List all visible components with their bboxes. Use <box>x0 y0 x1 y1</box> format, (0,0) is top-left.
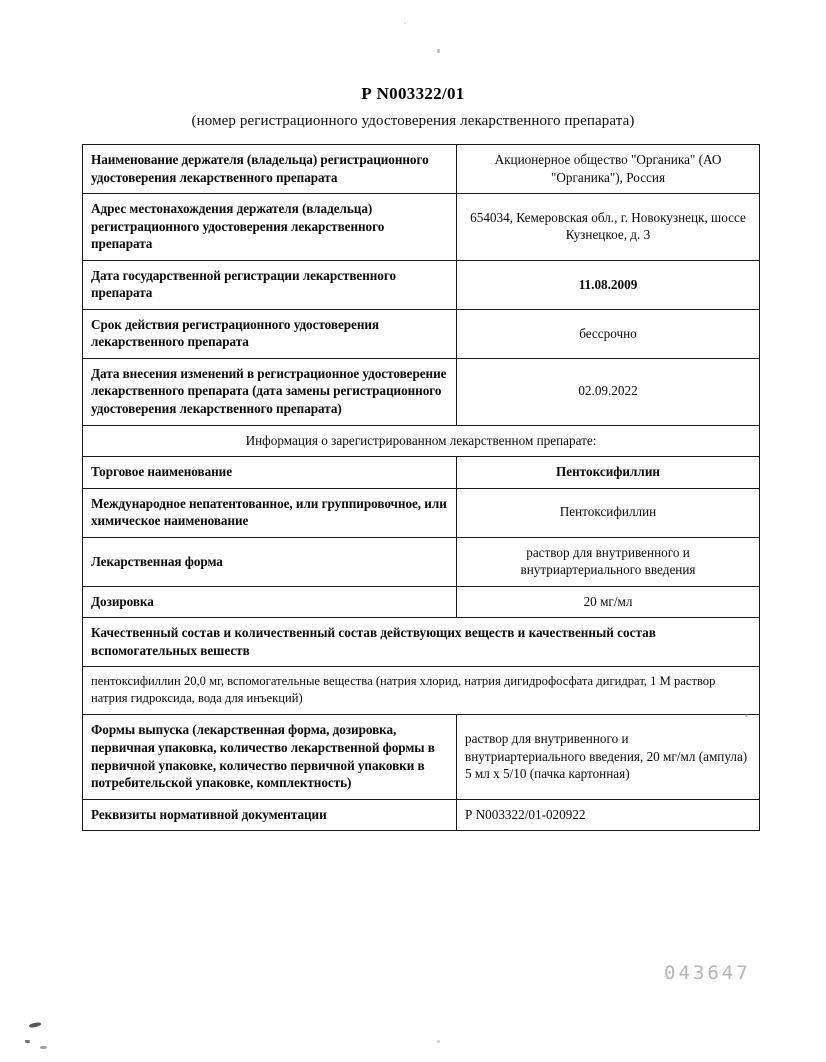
registration-details-table <box>82 144 760 831</box>
row-value-dosage-form: раствор для внутривенного и внутриартериального введения <box>457 537 760 586</box>
row-value-trade-name: Пентоксифиллин <box>457 457 760 489</box>
row-label-registration-date: Дата государственной регистрации лекарственного препарата <box>83 260 457 309</box>
table-row <box>83 358 760 425</box>
table-row-composition-text <box>83 667 760 715</box>
document-stamp-number: 043647 <box>664 962 751 984</box>
registration-number: Р N003322/01 <box>361 84 465 103</box>
scan-artifact <box>40 1046 47 1049</box>
row-value-validity-period: бессрочно <box>457 309 760 358</box>
row-label-amendment-date: Дата внесения изменений в регистрационное удостоверение лекарственного препарата (дата замены регистрационного удостоверения лекарственного препарата) <box>83 358 457 425</box>
row-value-amendment-date: 02.09.2022 <box>457 358 760 425</box>
composition-text: пентоксифиллин 20,0 мг, вспомогательные вещества (натрия хлорид, натрия дигидрофосфата дигидрат, 1 М раствор натрия гидроксида, вода для инъекций) <box>83 667 760 715</box>
table-row <box>83 145 760 194</box>
row-label-validity-period: Срок действия регистрационного удостоверения лекарственного препарата <box>83 309 457 358</box>
document-header <box>0 84 826 130</box>
row-value-inn: Пентоксифиллин <box>457 488 760 537</box>
row-label-inn: Международное непатентованное, или группировочное, или химическое наименование <box>83 488 457 537</box>
table-row <box>83 488 760 537</box>
scan-artifact <box>437 1040 440 1043</box>
row-label-normative-docs: Реквизиты нормативной документации <box>83 799 457 831</box>
row-value-holder-name: Акционерное общество "Органика" (АО "Органика"), Россия <box>457 145 760 194</box>
row-value-registration-date: 11.08.2009 <box>457 260 760 309</box>
table-row <box>83 715 760 799</box>
scan-artifact <box>29 1022 42 1028</box>
row-value-dosage: 20 мг/мл <box>457 586 760 618</box>
section-heading-registered-product: Информация о зарегистрированном лекарственном препарате: <box>83 425 760 457</box>
table-row <box>83 260 760 309</box>
table-row <box>83 537 760 586</box>
row-label-holder-name: Наименование держателя (владельца) регистрационного удостоверения лекарственного препарата <box>83 145 457 194</box>
row-label-trade-name: Торговое наименование <box>83 457 457 489</box>
table-row <box>83 194 760 261</box>
table-row-section-heading <box>83 425 760 457</box>
scan-artifact <box>25 1040 30 1043</box>
table-row <box>83 309 760 358</box>
composition-heading: Качественный состав и количественный состав действующих веществ и качественный состав вспомогательных вешеств <box>83 618 760 667</box>
row-label-holder-address: Адрес местонахождения держателя (владельца) регистрационного удостоверения лекарственного препарата <box>83 194 457 261</box>
table-row-composition-heading <box>83 618 760 667</box>
row-value-holder-address: 654034, Кемеровская обл., г. Новокузнецк, шоссе Кузнецкое, д. 3 <box>457 194 760 261</box>
row-label-dosage-form: Лекарственная форма <box>83 537 457 586</box>
scan-artifact <box>437 49 440 53</box>
row-label-package-forms: Формы выпуска (лекарственная форма, дозировка, первичная упаковка, количество лекарственной формы в первичной упаковке, количество первичной упаковки в потребительской упаковке, комплектность) <box>83 715 457 799</box>
registration-number-caption: (номер регистрационного удостоверения лекарственного препарата) <box>191 113 635 129</box>
row-value-package-forms: раствор для внутривенного и внутриартериального введения, 20 мг/мл (ампула) 5 мл х 5/10 (пачка картонная) <box>457 715 760 799</box>
row-label-dosage: Дозировка <box>83 586 457 618</box>
row-value-normative-docs: Р N003322/01-020922 <box>457 799 760 831</box>
table-row <box>83 799 760 831</box>
scan-artifact <box>404 22 406 24</box>
table-row <box>83 586 760 618</box>
scan-artifact <box>745 714 748 717</box>
table-row <box>83 457 760 489</box>
